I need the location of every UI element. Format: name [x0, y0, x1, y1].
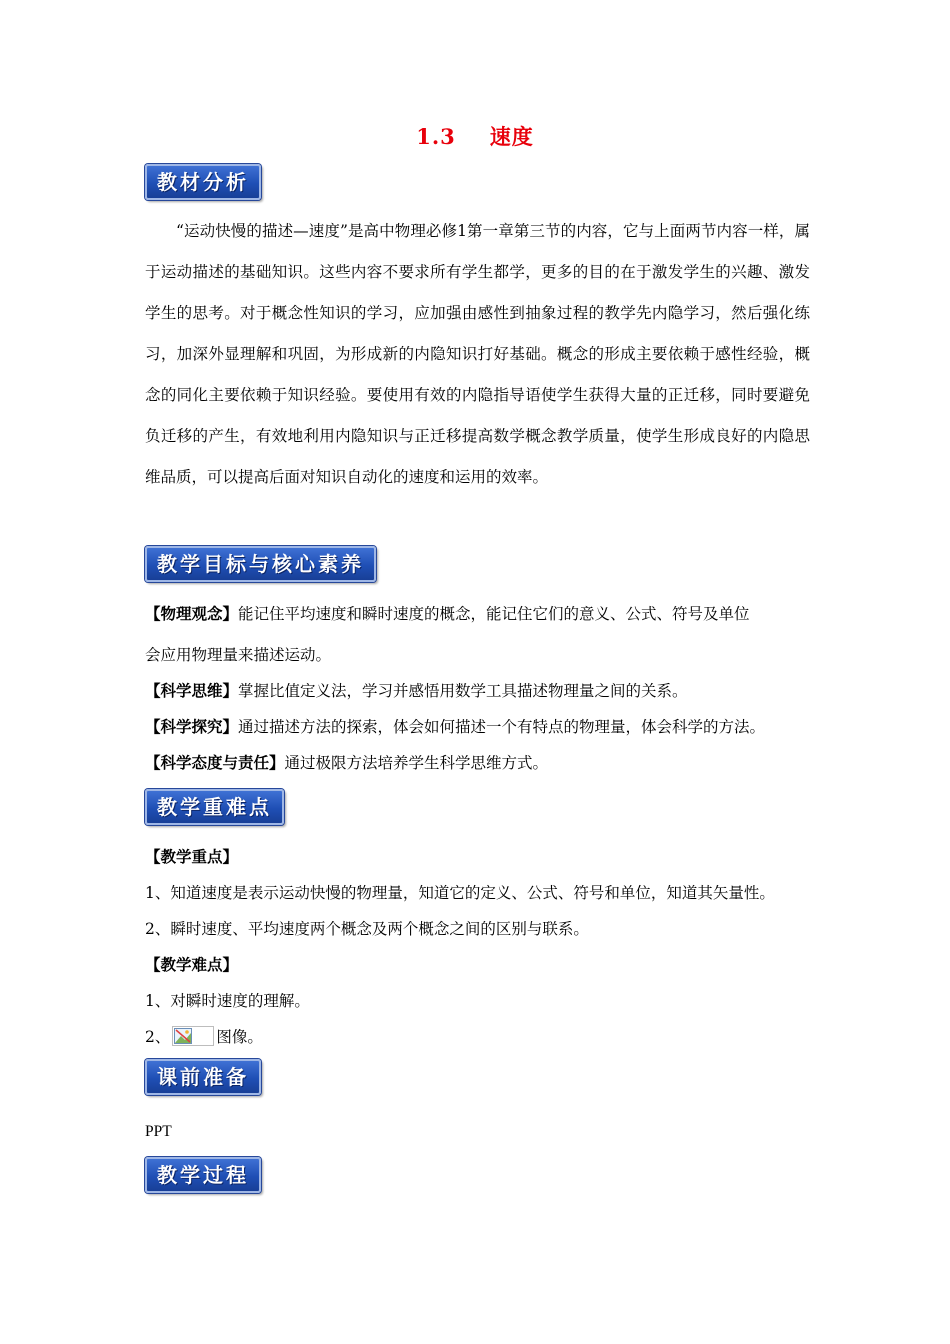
focus-label: 【教学重点】: [145, 847, 239, 866]
focus-item-2: 2、瞬时速度、平均速度两个概念及两个概念之间的区别与联系。: [145, 920, 589, 938]
section-badge-goals: 教学目标与核心素养: [145, 546, 376, 582]
section-badge-keypoints: 教学重难点: [145, 789, 284, 825]
page-title: [0, 121, 950, 151]
section-badge-analysis: 教材分析: [145, 164, 261, 200]
goal-label: 【科学思维】: [145, 681, 239, 700]
difficulty-suffix: 图像。: [216, 1028, 263, 1046]
analysis-paragraph: “运动快慢的描述—速度”是高中物理必修1第一章第三节的内容，它与上面两节内容一样，属于运动描述的基础知识。这些内容不要求所有学生都学，更多的目的在于激发学生的兴趣、激发学生的思考。对于概念性知识的学习，应加强由感性到抽象过程的教学先内隐学习，然后强化练习，加深外显理解和巩固，为形成新的内隐知识打好基础。概念的形成主要依赖于感性经验，概念的同化主要依赖于知识经验。要使用有效的内隐指导语使学生获得大量的正迁移，同时要避免负迁移的产生，有效地利用内隐知识与正迁移提高数学概念教学质量，使学生形成良好的内隐思维品质，可以提高后面对知识自动化的速度和运用的效率。: [145, 222, 810, 486]
goal-text: 掌握比值定义法，学习并感悟用数学工具描述物理量之间的关系。: [238, 682, 688, 700]
section-badge-prep: 课前准备: [145, 1059, 261, 1095]
goal-text: 会应用物理量来描述运动。: [145, 646, 332, 664]
broken-image-icon: [172, 1026, 214, 1046]
section-badge-process: 教学过程: [145, 1157, 261, 1193]
goal-scientific-thinking: [145, 681, 688, 701]
goal-text: 通过描述方法的探索，体会如何描述一个有特点的物理量，体会科学的方法。: [238, 718, 766, 736]
goal-label: 【科学态度与责任】: [145, 753, 285, 772]
difficulty-item-2: [145, 1026, 263, 1047]
difficulty-item-1: 1、对瞬时速度的理解。: [145, 992, 310, 1010]
difficulty-prefix: 2、: [145, 1028, 171, 1046]
goal-scientific-inquiry: [145, 717, 765, 737]
title-number: 1.3: [416, 124, 456, 149]
difficulty-label: 【教学难点】: [145, 955, 239, 974]
goal-label: 【科学探究】: [145, 717, 239, 736]
title-text: 速度: [489, 124, 534, 149]
goal-physics-concept: [145, 604, 750, 624]
goal-physics-concept-cont: [145, 645, 331, 665]
goal-text: 能记住平均速度和瞬时速度的概念，能记住它们的意义、公式、符号及单位: [238, 605, 750, 623]
prep-text: PPT: [145, 1123, 172, 1140]
focus-item-1: 1、知道速度是表示运动快慢的物理量，知道它的定义、公式、符号和单位，知道其矢量性。: [145, 884, 775, 902]
goal-text: 通过极限方法培养学生科学思维方式。: [284, 754, 549, 772]
goal-label: 【物理观念】: [145, 604, 239, 623]
goal-attitude-responsibility: [145, 753, 548, 773]
